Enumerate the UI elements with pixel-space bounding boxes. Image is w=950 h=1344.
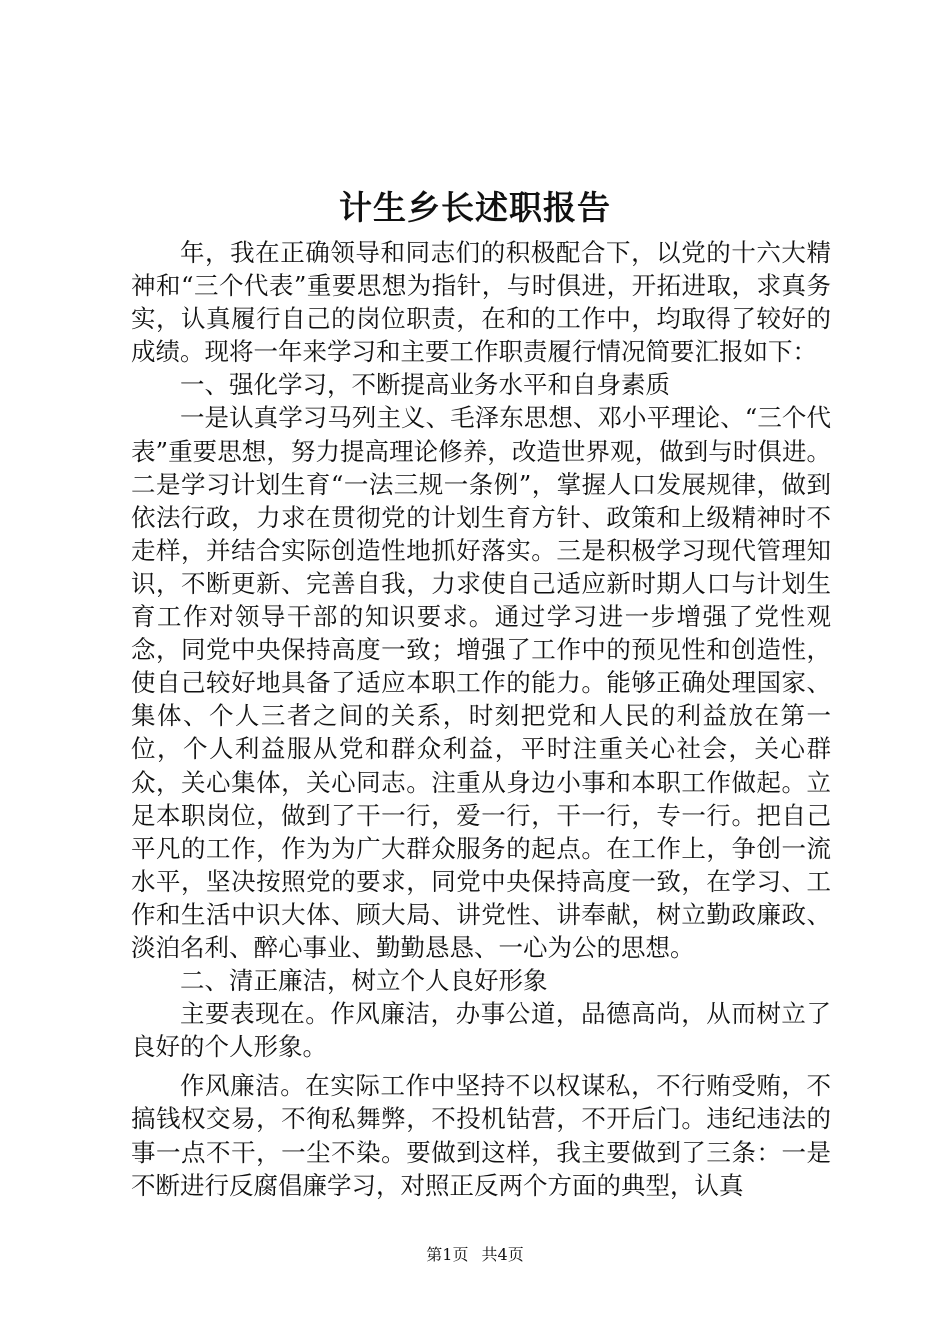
section-2-paragraph-1: 主要表现在。作风廉洁，办事公道，品德高尚，从而树立了良好的个人形象。 — [131, 999, 831, 1062]
page-total: 共4页 — [481, 1245, 524, 1264]
page-footer — [0, 1244, 950, 1266]
section-1-paragraph: 一是认真学习马列主义、毛泽东思想、邓小平理论、“三个代表”重要思想，努力提高理论修养，改造世界观，做到与时俱进。二是学习计划生育“一法三规一条例”，掌握人口发展规律，做到依法行政，力求在贯彻党的计划生育方针、政策和上级精神时不走样，并结合实际创造性地抓好落实。三是积极学习现代管理知识，不断更新、完善自我，力求使自己适应新时期人口与计划生育工作对领导干部的知识要求。通过学习进一步增强了党性观念，同党中央保持高度一致；增强了工作中的预见性和创造性，使自己较好地具备了适应本职工作的能力。能够正确处理国家、集体、个人三者之间的关系，时刻把党和人民的利益放在第一位，个人利益服从党和群众利益，平时注重关心社会，关心群众，关心集体，关心同志。注重从身边小事和本职工作做起。立足本职岗位，做到了干一行，爱一行，干一行，专一行。把自己平凡的工作，作为为广大群众服务的起点。在工作上，争创一流水平，坚决按照党的要求，同党中央保持高度一致，在学习、工作和生活中识大体、顾大局、讲党性、讲奉献，树立勤政廉政、淡泊名利、醉心事业、勤勤恳恳、一心为公的思想。 — [131, 403, 831, 962]
section-heading-1: 一、强化学习，不断提高业务水平和自身素质 — [180, 370, 670, 400]
document-title: 计生乡长述职报告 — [339, 188, 611, 227]
section-2-paragraph-2: 作风廉洁。在实际工作中坚持不以权谋私，不行贿受贿，不搞钱权交易，不徇私舞弊，不投机钻营，不开后门。违纪违法的事一点不干，一尘不染。要做到这样，我主要做到了三条：一是不断进行反腐倡廉学习，对照正反两个方面的典型，认真 — [131, 1071, 831, 1200]
document-body — [131, 236, 831, 1202]
section-heading-2: 二、清正廉洁，树立个人良好形象 — [180, 966, 548, 996]
intro-paragraph: 年，我在正确领导和同志们的积极配合下，以党的十六大精神和“三个代表”重要思想为指针，与时俱进，开拓进取，求真务实，认真履行自己的岗位职责，在和的工作中，均取得了较好的成绩。现将一年来学习和主要工作职责履行情况简要汇报如下： — [131, 238, 831, 367]
page-number: 第1页 — [426, 1245, 469, 1264]
